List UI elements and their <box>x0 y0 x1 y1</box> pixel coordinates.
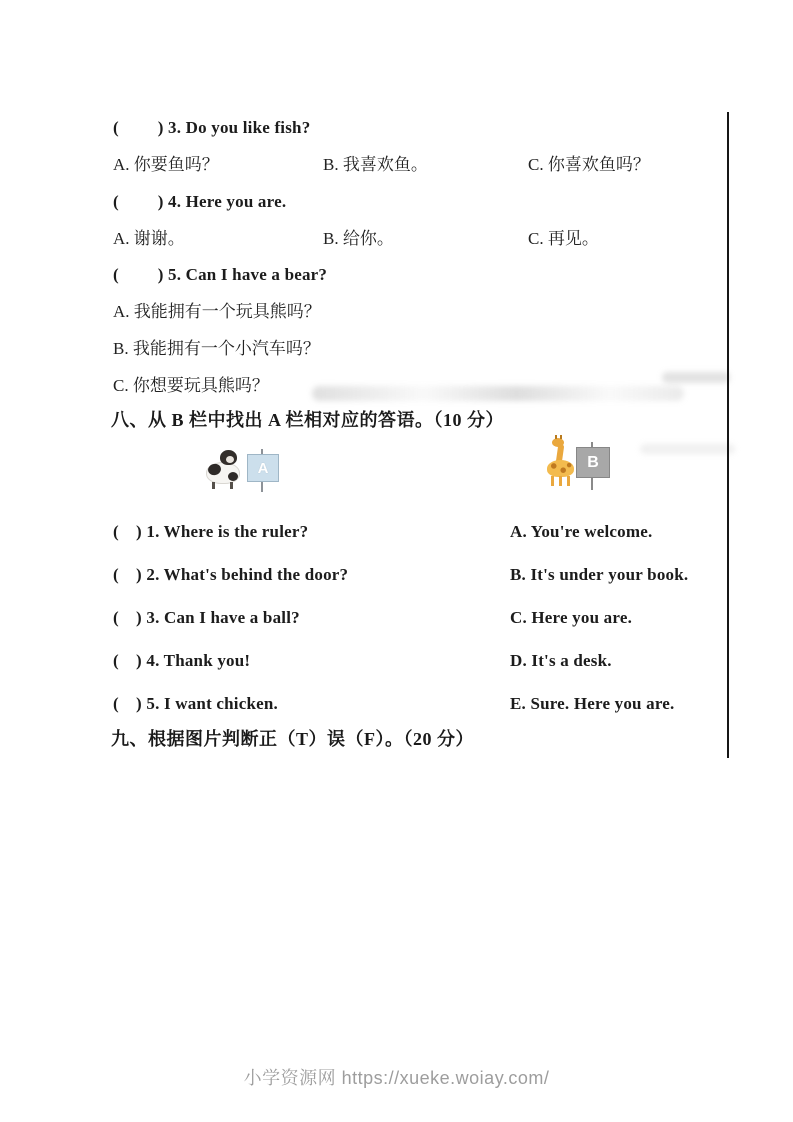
cow-icon <box>203 446 247 492</box>
match-right-a: A. You're welcome. <box>510 522 653 541</box>
column-b-sign: B <box>576 447 610 478</box>
match-right-d: D. It's a desk. <box>510 651 612 670</box>
bold-word: under <box>559 565 604 584</box>
option-4a: A. 谢谢。 <box>113 229 185 248</box>
scan-smudge <box>312 386 684 401</box>
match-left-1: ( ) 1. Where is the ruler? <box>113 522 309 541</box>
question-stem-5: ( ) 5. Can I have a bear? <box>113 265 328 284</box>
option-3b: B. 我喜欢鱼。 <box>323 155 428 174</box>
section-8-heading: 八、从 B 栏中找出 A 栏相对应的答语。（10 分） <box>111 410 505 430</box>
question-stem-3: ( ) 3. Do you like fish? <box>113 118 311 137</box>
footer-watermark: 小学资源网 https://xueke.woiay.com/ <box>243 1068 550 1088</box>
giraffe-icon <box>544 438 578 492</box>
match-left-4: ( ) 4. Thank you! <box>113 651 251 670</box>
column-a-figure <box>203 444 281 494</box>
option-3a: A. 你要鱼吗？ <box>113 155 219 174</box>
column-b-figure <box>544 438 614 494</box>
column-a-sign: A <box>247 454 279 482</box>
match-left-5: ( ) 5. I want chicken. <box>113 694 278 713</box>
option-5c: C. 你想要玩具熊吗？ <box>113 376 269 395</box>
scan-smudge <box>640 444 735 454</box>
option-5a: A. 我能拥有一个玩具熊吗？ <box>113 302 321 321</box>
scan-smudge <box>662 372 730 383</box>
option-4b: B. 给你。 <box>323 229 394 248</box>
question-stem-4: ( ) 4. Here you are. <box>113 192 287 211</box>
match-right-e: E. Sure. Here you are. <box>510 694 675 713</box>
option-5b: B. 我能拥有一个小汽车吗？ <box>113 339 320 358</box>
option-4c: C. 再见。 <box>528 229 599 248</box>
page-border-line <box>727 112 729 758</box>
match-right-b: B. It's under your book. <box>510 565 689 584</box>
section-9-heading: 九、根据图片判断正（T）误（F）。（20 分） <box>111 729 474 749</box>
option-3c: C. 你喜欢鱼吗？ <box>528 155 650 174</box>
match-left-3: ( ) 3. Can I have a ball? <box>113 608 300 627</box>
match-right-c: C. Here you are. <box>510 608 633 627</box>
match-left-2: ( ) 2. What's behind the door? <box>113 565 349 584</box>
